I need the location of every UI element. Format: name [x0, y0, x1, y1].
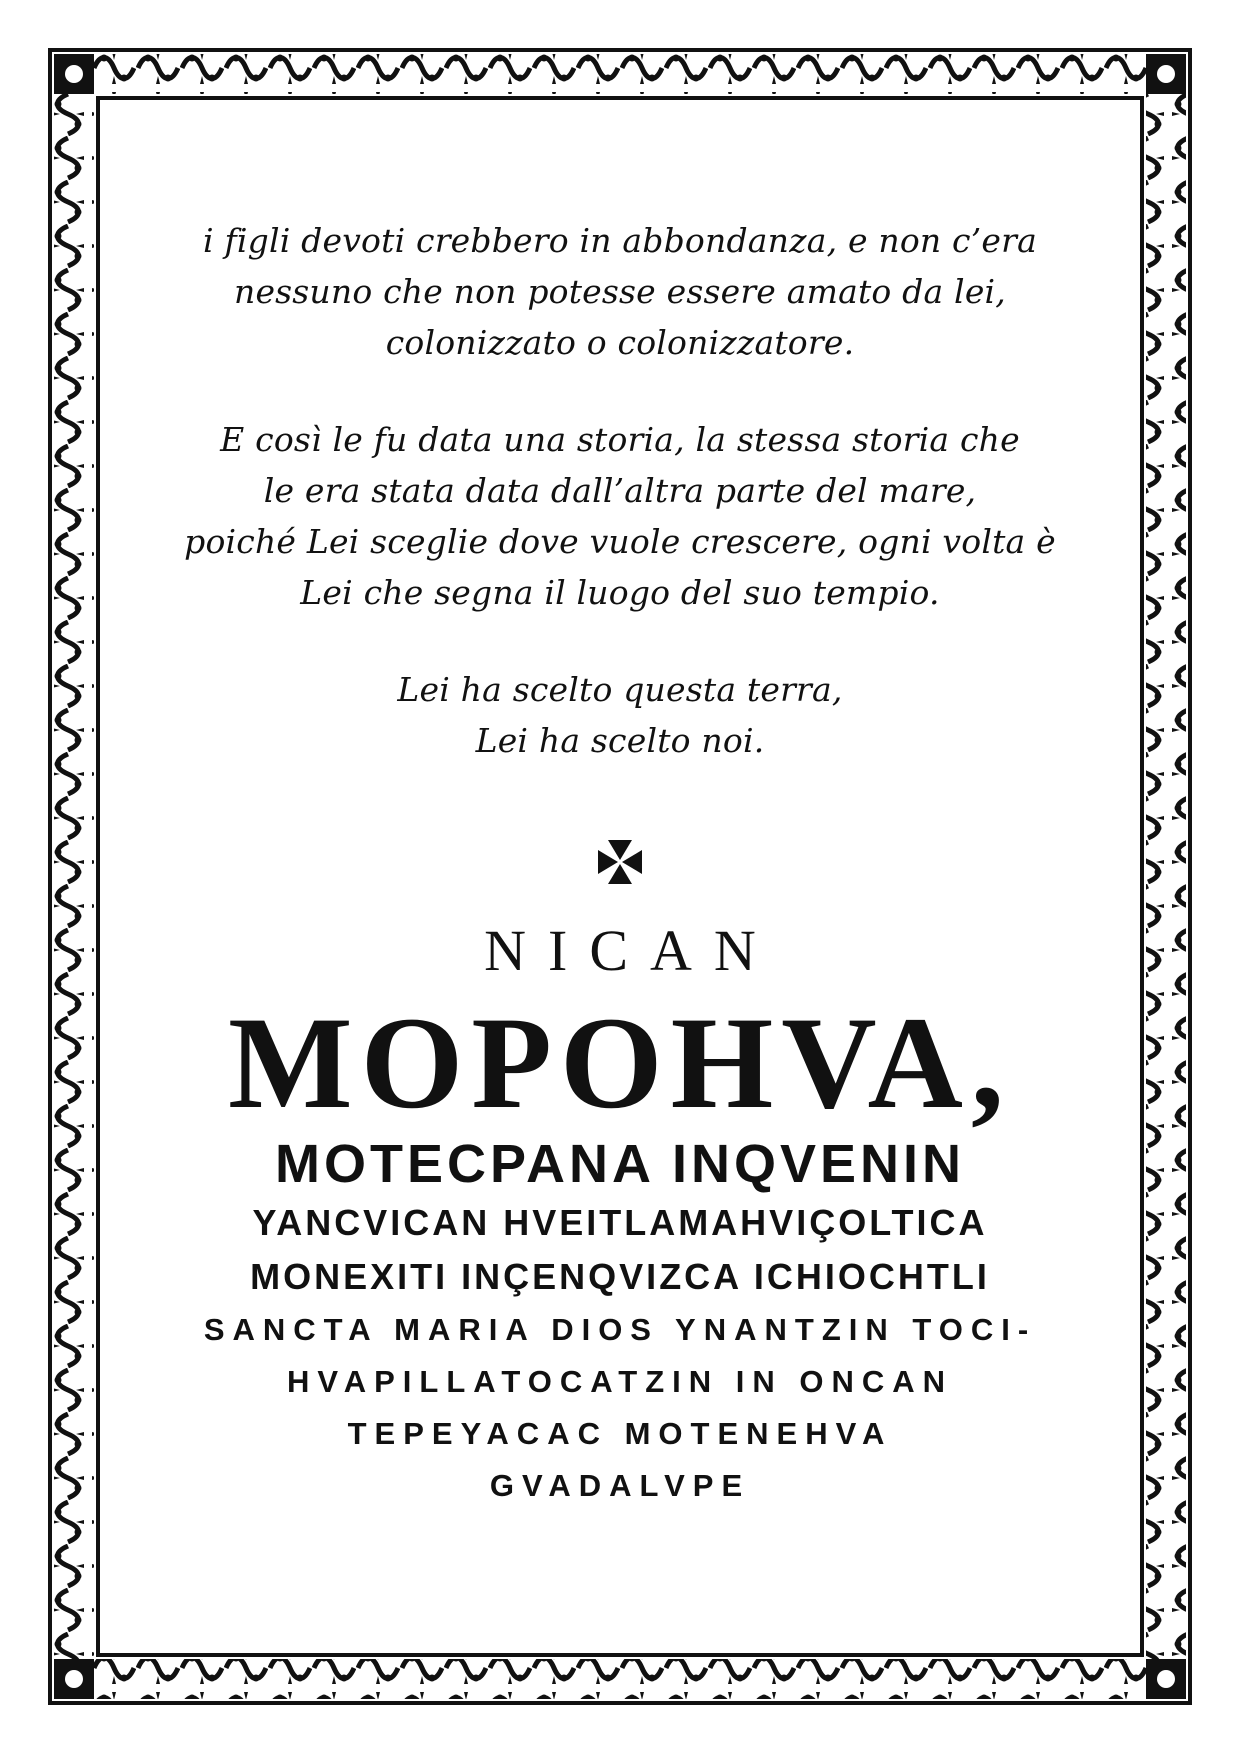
stanza-1: i figli devoti crebbero in abbondanza, e non c’era nessuno che non potesse essere amato da lei, colonizzato o colonizzatore. — [203, 221, 1037, 362]
stanza-3: Lei ha scelto questa terra, Lei ha scelto noi. — [397, 670, 843, 760]
title-line-9: GVADALVPE — [489, 1468, 751, 1503]
stanza-2: E così le fu data una storia, la stessa storia che le era stata data dall’altra parte del mare, poiché Lei sceglie dove vuole crescere, ogni volta è Lei che segna il luogo del suo tempio. — [184, 420, 1056, 612]
title-line-2: MOPOHVA, — [228, 989, 1012, 1136]
title-line-7: HVAPILLATOCATZIN IN ONCAN — [286, 1364, 954, 1399]
title-line-6: SANCTA MARIA DIOS YNANTZIN TOCI- — [203, 1312, 1037, 1347]
title-line-1: NICAN — [484, 918, 778, 983]
title-line-4: YANCVICAN HVEITLAMAHVIÇOLTICA — [252, 1202, 988, 1243]
title-line-5: MONEXITI INÇENQVIZCA ICHIOCHTLI — [250, 1256, 990, 1297]
nican-mopohua-title — [150, 914, 1090, 1512]
main-text — [150, 215, 1090, 1512]
title-line-3: MOTECPANA INQVENIN — [274, 1134, 966, 1194]
cross-patee-icon — [594, 836, 646, 888]
title-line-8: TEPEYACAC MOTENEHVA — [347, 1416, 893, 1451]
